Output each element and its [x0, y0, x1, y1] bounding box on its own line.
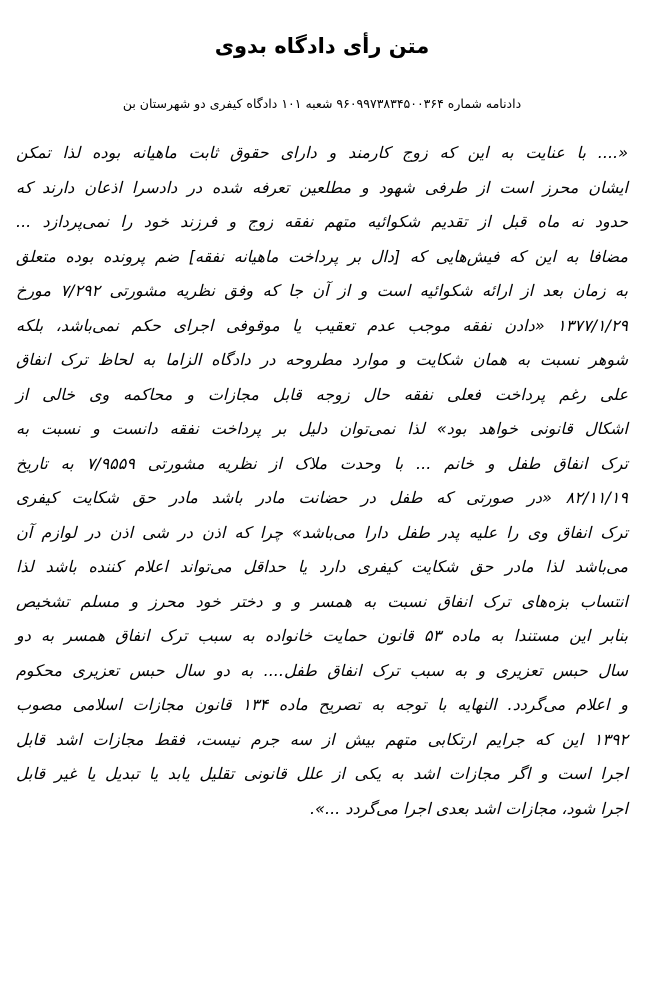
body-line: حدود نه ماه قبل از تقدیم شکوائیه متهم نفقه زوج و فرزند خود را نمی‌پردازد ...	[16, 212, 628, 231]
body-line: اجرا شود، مجازات اشد بعدی اجرا می‌گردد ...».	[310, 798, 628, 818]
body-line: ترک انفاق وی را علیه پدر طفل دارا می‌باشد» چرا که اذن در شی اذن در لوازم آن	[16, 522, 628, 542]
body-line: می‌باشد لذا مادر حق شکایت کیفری دارد یا حداقل می‌تواند اعلام کننده باشد لذا	[16, 557, 628, 576]
body-line: بنابر این مستندا به ماده ۵۳ قانون حمایت خانواده به سبب ترک انفاق همسر به دو	[16, 626, 629, 645]
body-line: ترک انفاق طفل و خانم ... با وحدت ملاک از نظریه مشورتی ۷/۹۵۵۹ به تاریخ	[16, 453, 628, 473]
body-line: ۱۳۹۲ این که جرایم ارتکابی متهم بیش از سه جرم نیست، فقط مجازات اشد قابل	[16, 729, 628, 749]
body-line: سال حبس تعزیری و به سبب ترک انفاق طفل.... به دو سال حبس تعزیری محکوم	[16, 660, 628, 680]
body-line: ۸۲/۱۱/۱۹ «در صورتی که طفل در حضانت مادر باشد مادر حق شکایت کیفری	[16, 488, 628, 507]
body-line: مضافا به این که فیش‌هایی که [دال بر پرداخت ماهیانه نفقه] ضم پرونده بوده متعلق	[16, 246, 628, 266]
body-line: اجرا است و اگر مجازات اشد به یکی از علل قانونی تقلیل یابد یا تبدیل یا غیر قابل	[16, 764, 628, 783]
body-line: اشکال قانونی خواهد بود» لذا نمی‌توان دلیل بر پرداخت نفقه دانست و نسبت به	[16, 419, 628, 438]
document-body	[16, 136, 628, 826]
body-line: «.... با عنایت به این که زوج کارمند و دارای حقوق ثابت ماهیانه بوده لذا تمکن	[16, 143, 629, 162]
body-line: و اعلام می‌گردد. النهایه با توجه به تصریح ماده ۱۳۴ قانون مجازات اسلامی مصوب	[16, 695, 629, 714]
body-line: شوهر نسبت به همان شکایت و موارد مطروحه در دادگاه الزاما به لحاظ ترک انفاق	[16, 350, 628, 369]
body-line: انتساب بزه‌های ترک انفاق نسبت به همسر و و دختر خود محرز و مسلم تشخیص	[16, 591, 628, 611]
body-line: به زمان بعد از ارائه شکوائیه است و از آن جا که وفق نظریه مشورتی ۷/۲۹۲ مورخ	[16, 281, 629, 300]
body-line: ایشان محرز است از طرفی شهود و مطلعین تعرفه شده در دادسرا اذعان دارند که	[16, 177, 628, 197]
body-line: علی رغم پرداخت فعلی نفقه حال زوجه قابل مجازات و محاکمه وی خالی از	[16, 384, 628, 404]
body-line: ۱۳۷۷/۱/۲۹ «دادن نفقه موجب عدم تعقیب یا موقوفی اجرای حکم نمی‌باشد، بلکه	[16, 315, 628, 335]
document-title: متن رأی دادگاه بدوی	[214, 34, 430, 58]
document-subtitle: دادنامه شماره ۹۶۰۹۹۷۳۸۳۴۵۰۰۳۶۴ شعبه ۱۰۱ دادگاه کیفری دو شهرستان بن	[122, 96, 522, 111]
